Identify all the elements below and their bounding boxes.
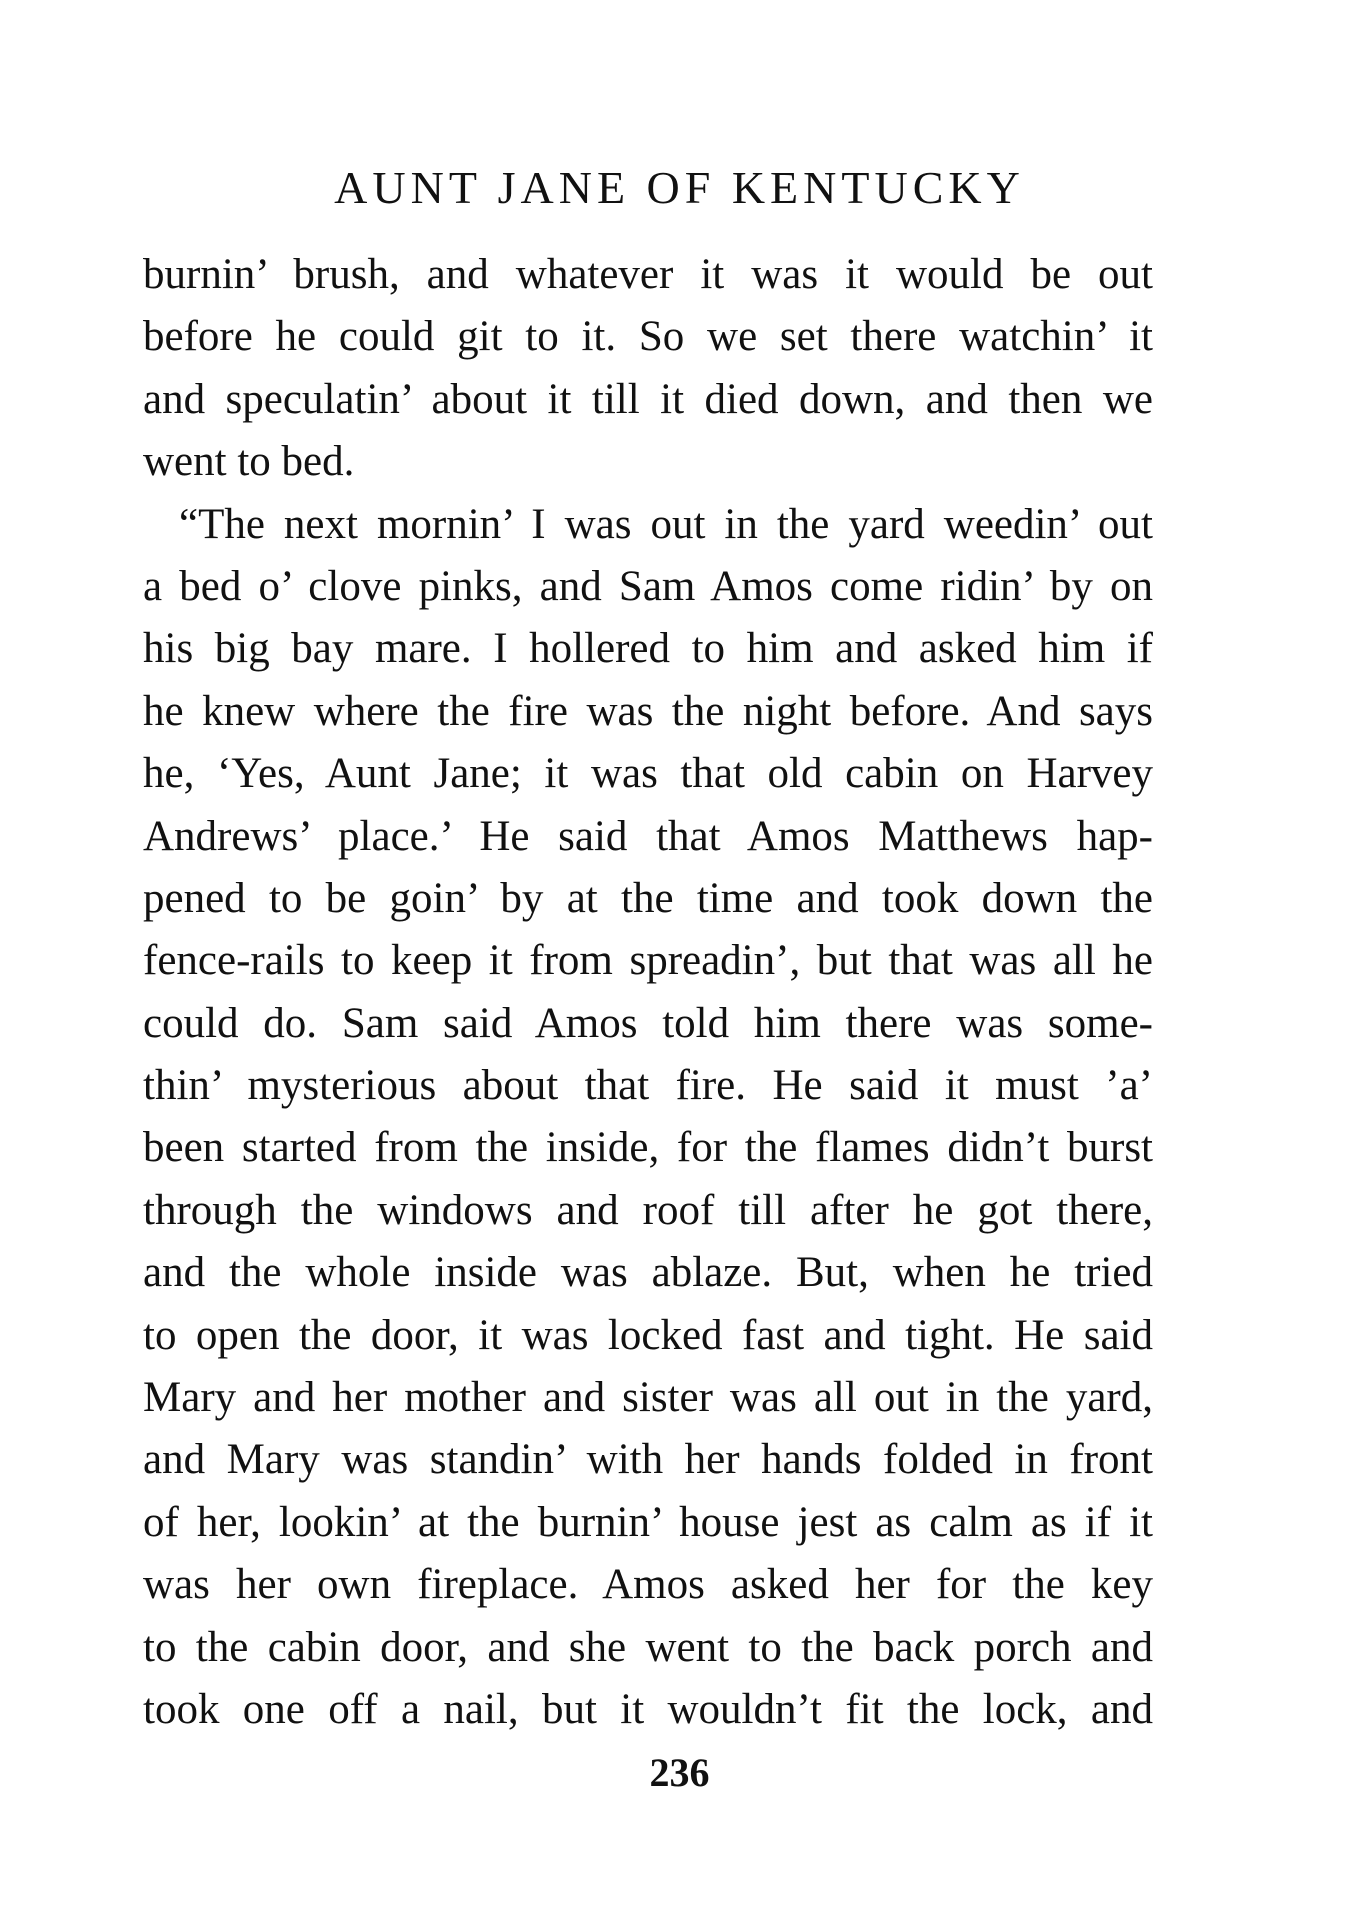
paragraph-2: [143, 494, 1153, 1742]
text-line: thin’ mysterious about that fire. He said it must ’a’: [143, 1062, 1153, 1110]
text-line: went to bed.: [143, 438, 355, 486]
text-line: and Mary was standin’ with her hands folded in front: [143, 1436, 1153, 1484]
text-line: “The next mornin’ I was out in the yard weedin’ out: [179, 500, 1153, 548]
running-head: AUNT JANE OF KENTUCKY: [334, 162, 1025, 213]
text-line: to the cabin door, and she went to the back porch and: [143, 1623, 1153, 1671]
text-line: fence-rails to keep it from spreadin’, but that was all he: [143, 937, 1153, 985]
text-line: of her, lookin’ at the burnin’ house jest as calm as if it: [143, 1498, 1153, 1546]
text-line: Andrews’ place.’ He said that Amos Matthews hap-: [143, 812, 1153, 860]
text-line: through the windows and roof till after he got there,: [143, 1186, 1153, 1234]
text-line: a bed o’ clove pinks, and Sam Amos come ridin’ by on: [143, 562, 1153, 610]
text-line: and speculatin’ about it till it died down, and then we: [143, 375, 1153, 423]
body-text: [143, 244, 1153, 1741]
text-line: he knew where the fire was the night before. And says: [143, 687, 1153, 735]
text-line: before he could git to it. So we set there watchin’ it: [143, 313, 1153, 361]
text-line: pened to be goin’ by at the time and took down the: [143, 874, 1153, 922]
text-line: and the whole inside was ablaze. But, when he tried: [143, 1249, 1153, 1297]
paragraph-1: [143, 244, 1153, 494]
text-line: Mary and her mother and sister was all out in the yard,: [143, 1374, 1153, 1422]
text-line: could do. Sam said Amos told him there was some-: [143, 999, 1153, 1047]
text-line: been started from the inside, for the flames didn’t burst: [143, 1124, 1153, 1172]
text-line: to open the door, it was locked fast and tight. He said: [143, 1311, 1153, 1359]
text-line: he, ‘Yes, Aunt Jane; it was that old cabin on Harvey: [143, 750, 1153, 798]
text-line: burnin’ brush, and whatever it was it would be out: [143, 251, 1153, 298]
page-number: 236: [649, 1750, 710, 1795]
text-line: took one off a nail, but it wouldn’t fit the lock, and: [143, 1685, 1153, 1733]
text-line: was her own fireplace. Amos asked her for the key: [143, 1561, 1153, 1609]
text-line: his big bay mare. I hollered to him and asked him if: [143, 625, 1153, 673]
